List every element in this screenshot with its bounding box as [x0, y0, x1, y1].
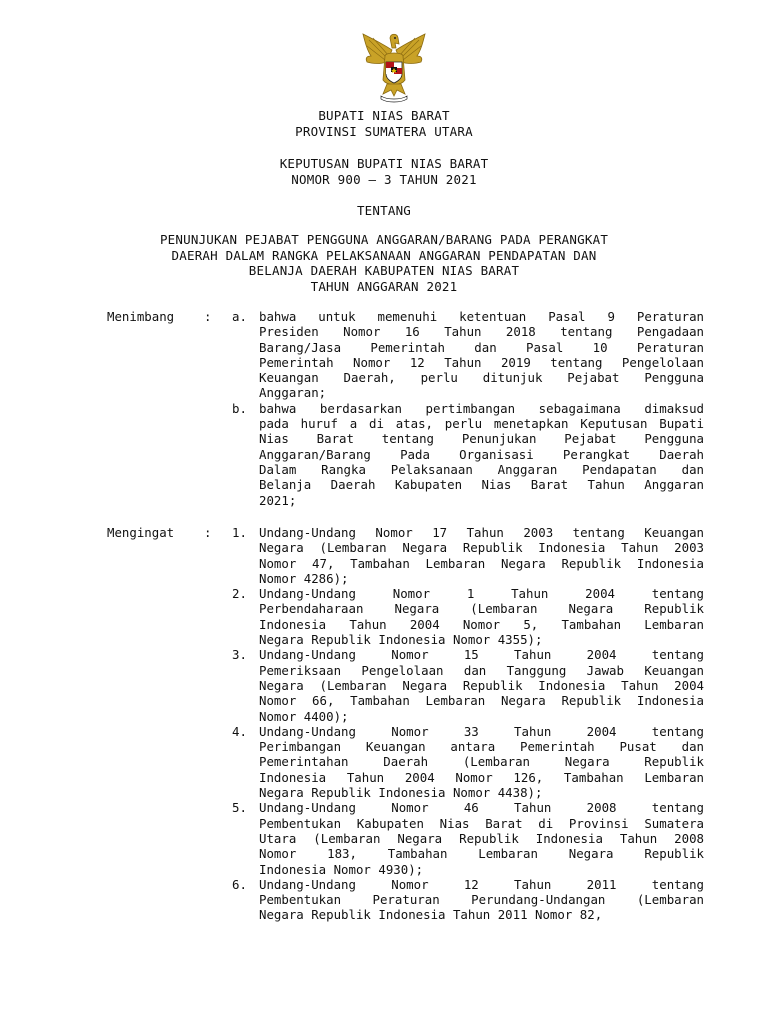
text-line: Utara (Lembaran Negara Republik Indonesia Tahun 2008 — [259, 830, 704, 846]
list-item — [0, 877, 768, 923]
text-line: Pembentukan Peraturan Perundang-Undangan (Lembaran — [259, 892, 704, 908]
decree-title: KEPUTUSAN BUPATI NIAS BARAT — [279, 156, 489, 171]
subject-line: TAHUN ANGGARAN 2021 — [310, 278, 458, 294]
text-line: Indonesia Nomor 4930); — [259, 861, 424, 877]
list-item-marker: b. — [232, 400, 247, 416]
list-item — [0, 525, 768, 586]
text-line: Anggaran; — [259, 385, 327, 401]
list-item — [0, 647, 768, 723]
section-colon: : — [204, 309, 212, 324]
text-line: pada huruf a di atas, perlu menetapkan Keputusan Bupati — [259, 416, 704, 432]
text-line: bahwa berdasarkan pertimbangan sebagaimana dimaksud — [259, 400, 704, 416]
text-line: Belanja Daerah Kabupaten Nias Barat Tahun Anggaran — [259, 477, 704, 493]
text-line: Nomor 4286); — [259, 570, 349, 586]
list-item-text — [259, 586, 704, 647]
issuer-province: PROVINSI SUMATERA UTARA — [295, 124, 473, 139]
issuer-block — [0, 108, 768, 140]
text-line: Perimbangan Keuangan antara Pemerintah Pusat dan — [259, 739, 704, 755]
mengingat-items — [0, 525, 768, 923]
list-item — [0, 586, 768, 647]
list-item-text — [259, 525, 704, 586]
text-line: Nomor 66, Tambahan Lembaran Negara Republik Indonesia — [259, 693, 704, 709]
about-label: TENTANG — [356, 203, 412, 218]
text-line: Keuangan Daerah, perlu ditunjuk Pejabat Pengguna — [259, 370, 704, 386]
text-line: Negara Republik Indonesia Nomor 4355); — [259, 632, 543, 648]
section-label: Menimbang — [107, 309, 175, 324]
list-item — [0, 800, 768, 876]
list-item-text — [259, 724, 704, 800]
list-item-marker: a. — [232, 309, 247, 324]
garuda-emblem-icon — [361, 30, 427, 104]
subject-line: BELANJA DAERAH KABUPATEN NIAS BARAT — [248, 263, 520, 278]
list-item-text — [259, 401, 704, 508]
text-line: Anggaran/Barang Pada Organisasi Perangkat Daerah — [259, 446, 704, 462]
text-line: Negara (Lembaran Negara Republik Indonesia Tahun 2003 — [259, 540, 704, 556]
text-line: Perbendaharaan Negara (Lembaran Negara Republik — [259, 601, 704, 617]
text-line: Undang-Undang Nomor 12 Tahun 2011 tentang — [259, 876, 704, 892]
list-item-marker: 3. — [232, 647, 247, 663]
text-line: Negara Republik Indonesia Nomor 4438); — [259, 785, 543, 801]
text-line: Negara Republik Indonesia Tahun 2011 Nomor 82, — [259, 907, 603, 923]
text-line: Undang-Undang Nomor 1 Tahun 2004 tentang — [259, 586, 704, 602]
text-line: Indonesia Tahun 2004 Nomor 5, Tambahan Lembaran — [259, 616, 704, 632]
list-item — [0, 401, 768, 508]
text-line: 2021; — [259, 492, 297, 508]
list-item — [0, 724, 768, 800]
list-item-marker: 4. — [232, 723, 247, 739]
text-line: Undang-Undang Nomor 33 Tahun 2004 tentang — [259, 723, 704, 739]
text-line: Nomor 183, Tambahan Lembaran Negara Republik — [259, 846, 704, 862]
issuer-title: BUPATI NIAS BARAT — [318, 108, 450, 123]
text-line: Pembentukan Kabupaten Nias Barat di Provinsi Sumatera — [259, 815, 704, 831]
list-item-marker: 1. — [232, 525, 247, 540]
decree-number: NOMOR 900 – 3 TAHUN 2021 — [291, 172, 477, 187]
list-item-text — [259, 877, 704, 923]
text-line: Negara (Lembaran Negara Republik Indonesia Tahun 2004 — [259, 677, 704, 693]
text-line: Pemerintah Nomor 12 Tahun 2019 tentang Pengelolaan — [259, 354, 704, 370]
text-line: Presiden Nomor 16 Tahun 2018 tentang Pengadaan — [259, 324, 704, 340]
text-line: Dalam Rangka Pelaksanaan Anggaran Pendapatan dan — [259, 461, 704, 477]
section-label: Mengingat — [107, 525, 175, 540]
subject-block — [0, 232, 768, 294]
list-item-marker: 2. — [232, 586, 247, 602]
text-line: Nias Barat tentang Penunjukan Pejabat Pengguna — [259, 431, 704, 447]
menimbang-section — [0, 309, 768, 508]
text-line: Pemeriksaan Pengelolaan dan Tanggung Jawab Keuangan — [259, 662, 704, 678]
text-line: Undang-Undang Nomor 46 Tahun 2008 tentang — [259, 800, 704, 816]
subject-line: PENUNJUKAN PEJABAT PENGGUNA ANGGARAN/BARANG PADA PERANGKAT — [159, 232, 609, 247]
text-line: Nomor 47, Tambahan Lembaran Negara Republik Indonesia — [259, 555, 704, 571]
decree-block — [0, 156, 768, 188]
section-colon: : — [204, 525, 212, 540]
text-line: Undang-Undang Nomor 15 Tahun 2004 tentang — [259, 647, 704, 663]
text-line: Nomor 4400); — [259, 708, 349, 724]
menimbang-items — [0, 309, 768, 508]
text-line: Barang/Jasa Pemerintah dan Pasal 10 Peraturan — [259, 339, 704, 355]
list-item-marker: 6. — [232, 876, 247, 892]
text-line: Undang-Undang Nomor 17 Tahun 2003 tentang Keuangan — [259, 525, 704, 540]
list-item-text — [259, 647, 704, 723]
list-item-text — [259, 309, 704, 401]
text-line: Indonesia Tahun 2004 Nomor 126, Tambahan Lembaran — [259, 769, 704, 785]
subject-line: DAERAH DALAM RANGKA PELAKSANAAN ANGGARAN PENDAPATAN DAN — [171, 247, 597, 263]
list-item-marker: 5. — [232, 800, 247, 816]
list-item-text — [259, 800, 704, 876]
text-line: bahwa untuk memenuhi ketentuan Pasal 9 Peraturan — [259, 309, 704, 324]
text-line: Pemerintahan Daerah (Lembaran Negara Republik — [259, 754, 704, 770]
mengingat-section — [0, 525, 768, 923]
list-item — [0, 309, 768, 401]
